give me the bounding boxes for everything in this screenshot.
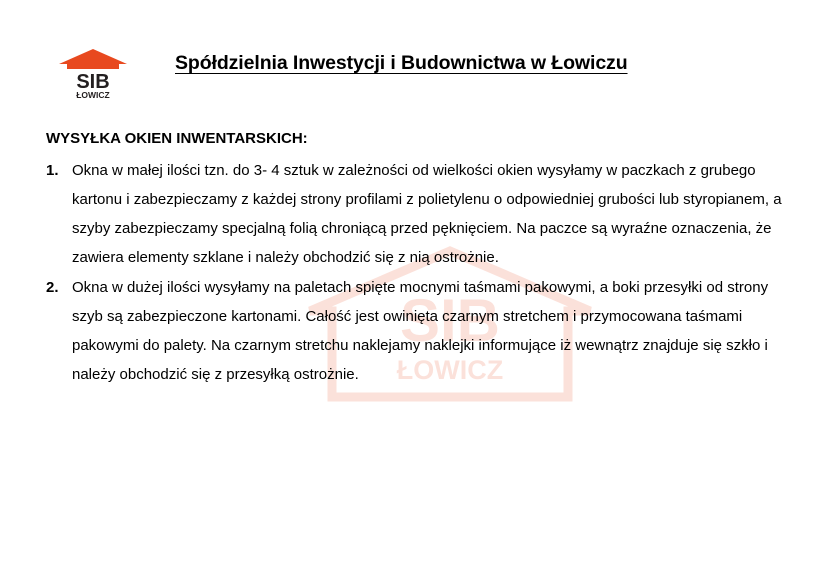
list-item-number: 1.: [46, 161, 59, 179]
sib-lowicz-logo-icon: [57, 48, 129, 100]
list-item: [46, 156, 794, 272]
page-title: Spółdzielnia Inwestycji i Budownictwa w Łowiczu: [175, 52, 628, 74]
document-header: [0, 44, 825, 104]
svg-text:SIB: SIB: [76, 71, 110, 93]
section-heading: WYSYŁKA OKIEN INWENTARSKICH:: [46, 130, 308, 147]
list-item-number: 2.: [46, 278, 59, 296]
list-item: [46, 273, 794, 389]
svg-text:ŁOWICZ: ŁOWICZ: [396, 355, 504, 385]
list-item-text: Okna w małej ilości tzn. do 3- 4 sztuk w zależności od wielkości okien wysyłamy w paczkach z grubego kartonu i zabezpieczamy z każdej strony profilami z polietylenu o odpowiedniej grubości lub styropianem, a szyby zabezpieczamy specjalną folią chroniącą przed pęknięciem. Na paczce są wyraźne oznaczenia, że zawiera elementy szklane i należy obchodzić się z nią ostrożnie.: [72, 161, 782, 266]
svg-text:ŁOWICZ: ŁOWICZ: [76, 90, 110, 100]
document-content: [46, 128, 794, 390]
svg-text:SIB: SIB: [399, 287, 501, 354]
list-item-text: Okna w dużej ilości wysyłamy na paletach spięte mocnymi taśmami pakowymi, a boki przesyłki od strony szyb są zabezpieczone kartonami. Całość jest owinięta czarnym stretchem i przymocowana taśmami pakowymi do palety. Na czarnym stretchu naklejamy naklejki informujące iż wewnątrz znajduje się szkło i należy obchodzić się z przesyłką ostrożnie.: [72, 278, 769, 383]
